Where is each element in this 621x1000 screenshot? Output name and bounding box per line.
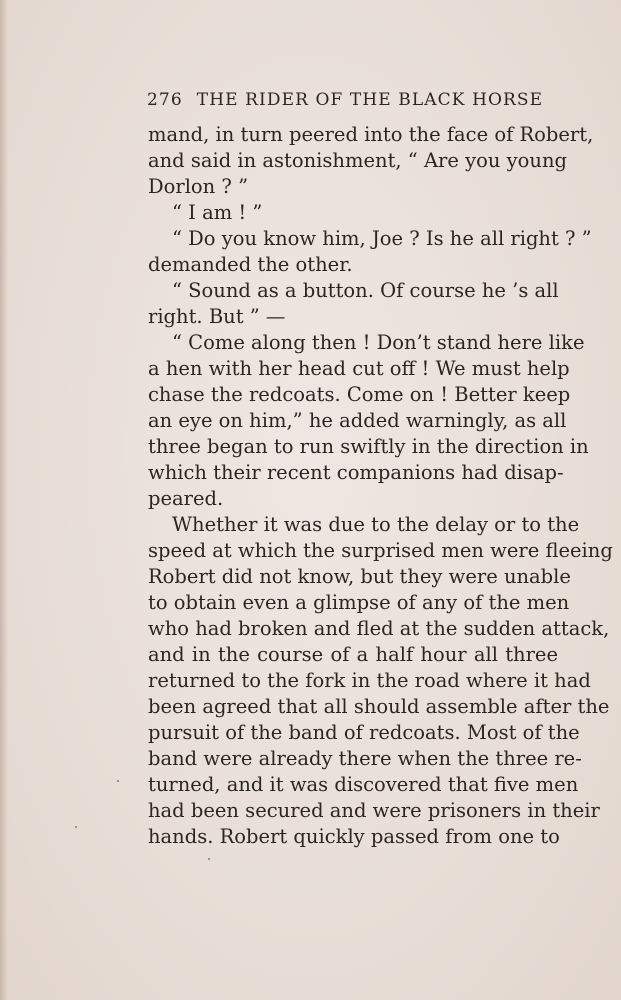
text-line: three began to run swiftly in the direction in [148,435,589,458]
text-line: chase the redcoats. Come on ! Better keep [148,383,571,406]
paper-speck [117,780,119,782]
paper-speck [75,826,77,828]
text-line: to obtain even a glimpse of any of the men [148,591,570,614]
text-line: Dorlon ? ” [148,175,249,198]
text-line: turned, and it was discovered that five men [148,773,579,796]
text-line: demanded the other. [148,253,353,276]
running-head [147,90,559,114]
text-line: and said in astonishment, “ Are you young [148,149,567,172]
text-line: who had broken and fled at the sudden attack, [148,617,610,640]
text-line: mand, in turn peered into the face of Robert, [148,123,594,146]
text-line: right. But ” — [148,305,286,328]
text-line: “ Sound as a button. Of course he ’s all [172,279,559,302]
paper-speck [208,858,210,860]
text-line: peared. [148,487,224,510]
body-text [148,122,613,850]
text-line: which their recent companions had disap- [148,461,564,484]
text-line: “ I am ! ” [172,201,263,224]
text-line: band were already there when the three re- [148,747,582,770]
text-line: “ Do you know him, Joe ? Is he all right ? ” [172,227,592,250]
text-line: a hen with her head cut off ! We must help [148,357,570,380]
text-line: had been secured and were prisoners in their [148,799,600,822]
text-line: returned to the fork in the road where it had [148,669,591,692]
text-line: speed at which the surprised men were fleeing [148,539,613,562]
text-line: pursuit of the band of redcoats. Most of the [148,721,580,744]
page-gutter-shadow [0,0,8,1000]
text-line: been agreed that all should assemble after the [148,695,610,718]
text-line: hands. Robert quickly passed from one to [148,825,560,848]
text-line: and in the course of a half hour all three [148,643,558,666]
text-line: “ Come along then ! Don’t stand here like [172,331,585,354]
text-line: an eye on him,” he added warningly, as all [148,409,567,432]
text-line: Robert did not know, but they were unable [148,565,571,588]
text-line: Whether it was due to the delay or to the [172,513,580,536]
page-number: 276 [147,90,183,110]
running-head-title: THE RIDER OF THE BLACK HORSE [196,90,544,110]
